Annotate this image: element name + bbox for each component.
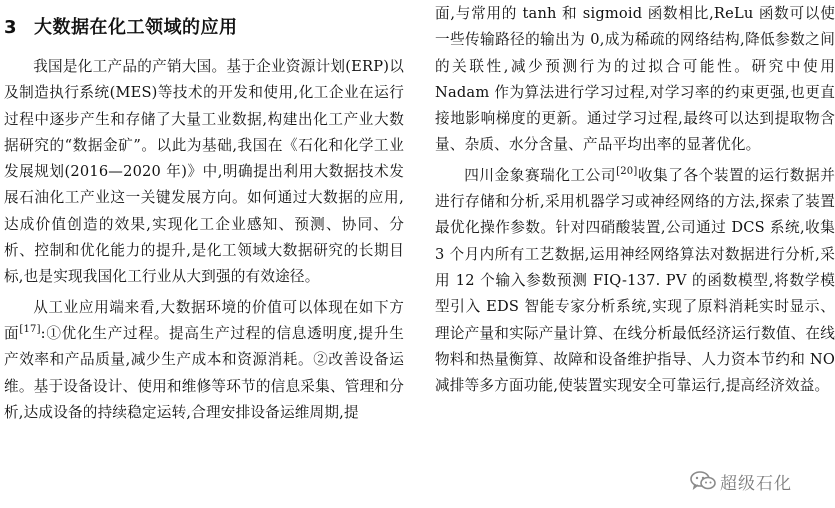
paragraph-text: 四川金象赛瑞化工公司: [464, 166, 617, 184]
section-title: 大数据在化工领域的应用: [34, 17, 238, 38]
right-column: [435, 0, 835, 399]
paragraph-text: 从工业应用端来看,大数据环境的价值可以体现在如下方面: [4, 298, 404, 342]
section-number: 3: [4, 17, 18, 38]
paragraph-case-study: [435, 159, 835, 400]
watermark-text: 超级石化: [720, 473, 792, 494]
paragraph-text: :①优化生产过程。提高生产过程的信息透明度,提升生产效率和产品质量,减少生产成本和资源消耗。②改善设备运维。基于设备设计、使用和维修等环节的信息采集、管理和分析,达成设备的持续稳定运转,合理安排设备运维周期,提: [4, 324, 404, 421]
citation-ref: [17]: [19, 324, 41, 336]
wechat-icon: [690, 470, 716, 492]
left-column: [4, 0, 404, 426]
paragraph-intro: 我国是化工产品的产销大国。基于企业资源计划(ERP)以及制造执行系统(MES)等技术的开发和使用,化工企业在运行过程中逐步产生和存储了大量工业数据,构建出化工产业大数据研究的“数据金矿”。以此为基础,我国在《石化和化学工业发展规划(2016—2020 年)》中,明确提出利用大数据技术发展石油化工产业这一关键发展方向。如何通过大数据的应用,达成价值创造的效果,实现化工企业感知、预测、协同、分析、控制和优化能力的提升,是化工领域大数据研究的长期目标,也是实现我国化工行业从大到强的有效途径。: [4, 58, 404, 286]
section-heading: [4, 8, 404, 48]
paragraph-relu: 面,与常用的 tanh 和 sigmoid 函数相比,ReLu 函数可以使一些传输路径的输出为 0,成为稀疏的网络结构,降低参数之间的关联性,减少预测行为的过拟合可能性。研究中使用 Nadam 作为算法进行学习过程,对学习率的约束更强,也更直接地影响梯度的更新。通过学习过程,最终可以达到提取物含量、杂质、水分含量、产品平均出率的显著优化。: [435, 5, 835, 154]
paragraph-text: 收集了各个装置的运行数据并进行存储和分析,采用机器学习或神经网络的方法,探索了装置最优化操作参数。针对四硝酸装置,公司通过 DCS 系统,收集 3 个月内所有工艺数据,运用神经网络算法对数据进行分析,采用 12 个输入参数预测 FIQ-137. PV 的函数模型,将数学模型引入 EDS 智能专家分析系统,实现了原料消耗实时显示、理论产量和实际产量计算、在线分析最低经济运行数值、在线物料和热量衡算、故障和设备维护指导、人力资本节约和 NO 减排等多方面功能,使装置实现安全可靠运行,提高经济效益。: [435, 166, 835, 395]
citation-ref: [20]: [616, 165, 638, 177]
wechat-watermark: [686, 466, 796, 496]
paragraph-industry-value: [4, 291, 404, 426]
